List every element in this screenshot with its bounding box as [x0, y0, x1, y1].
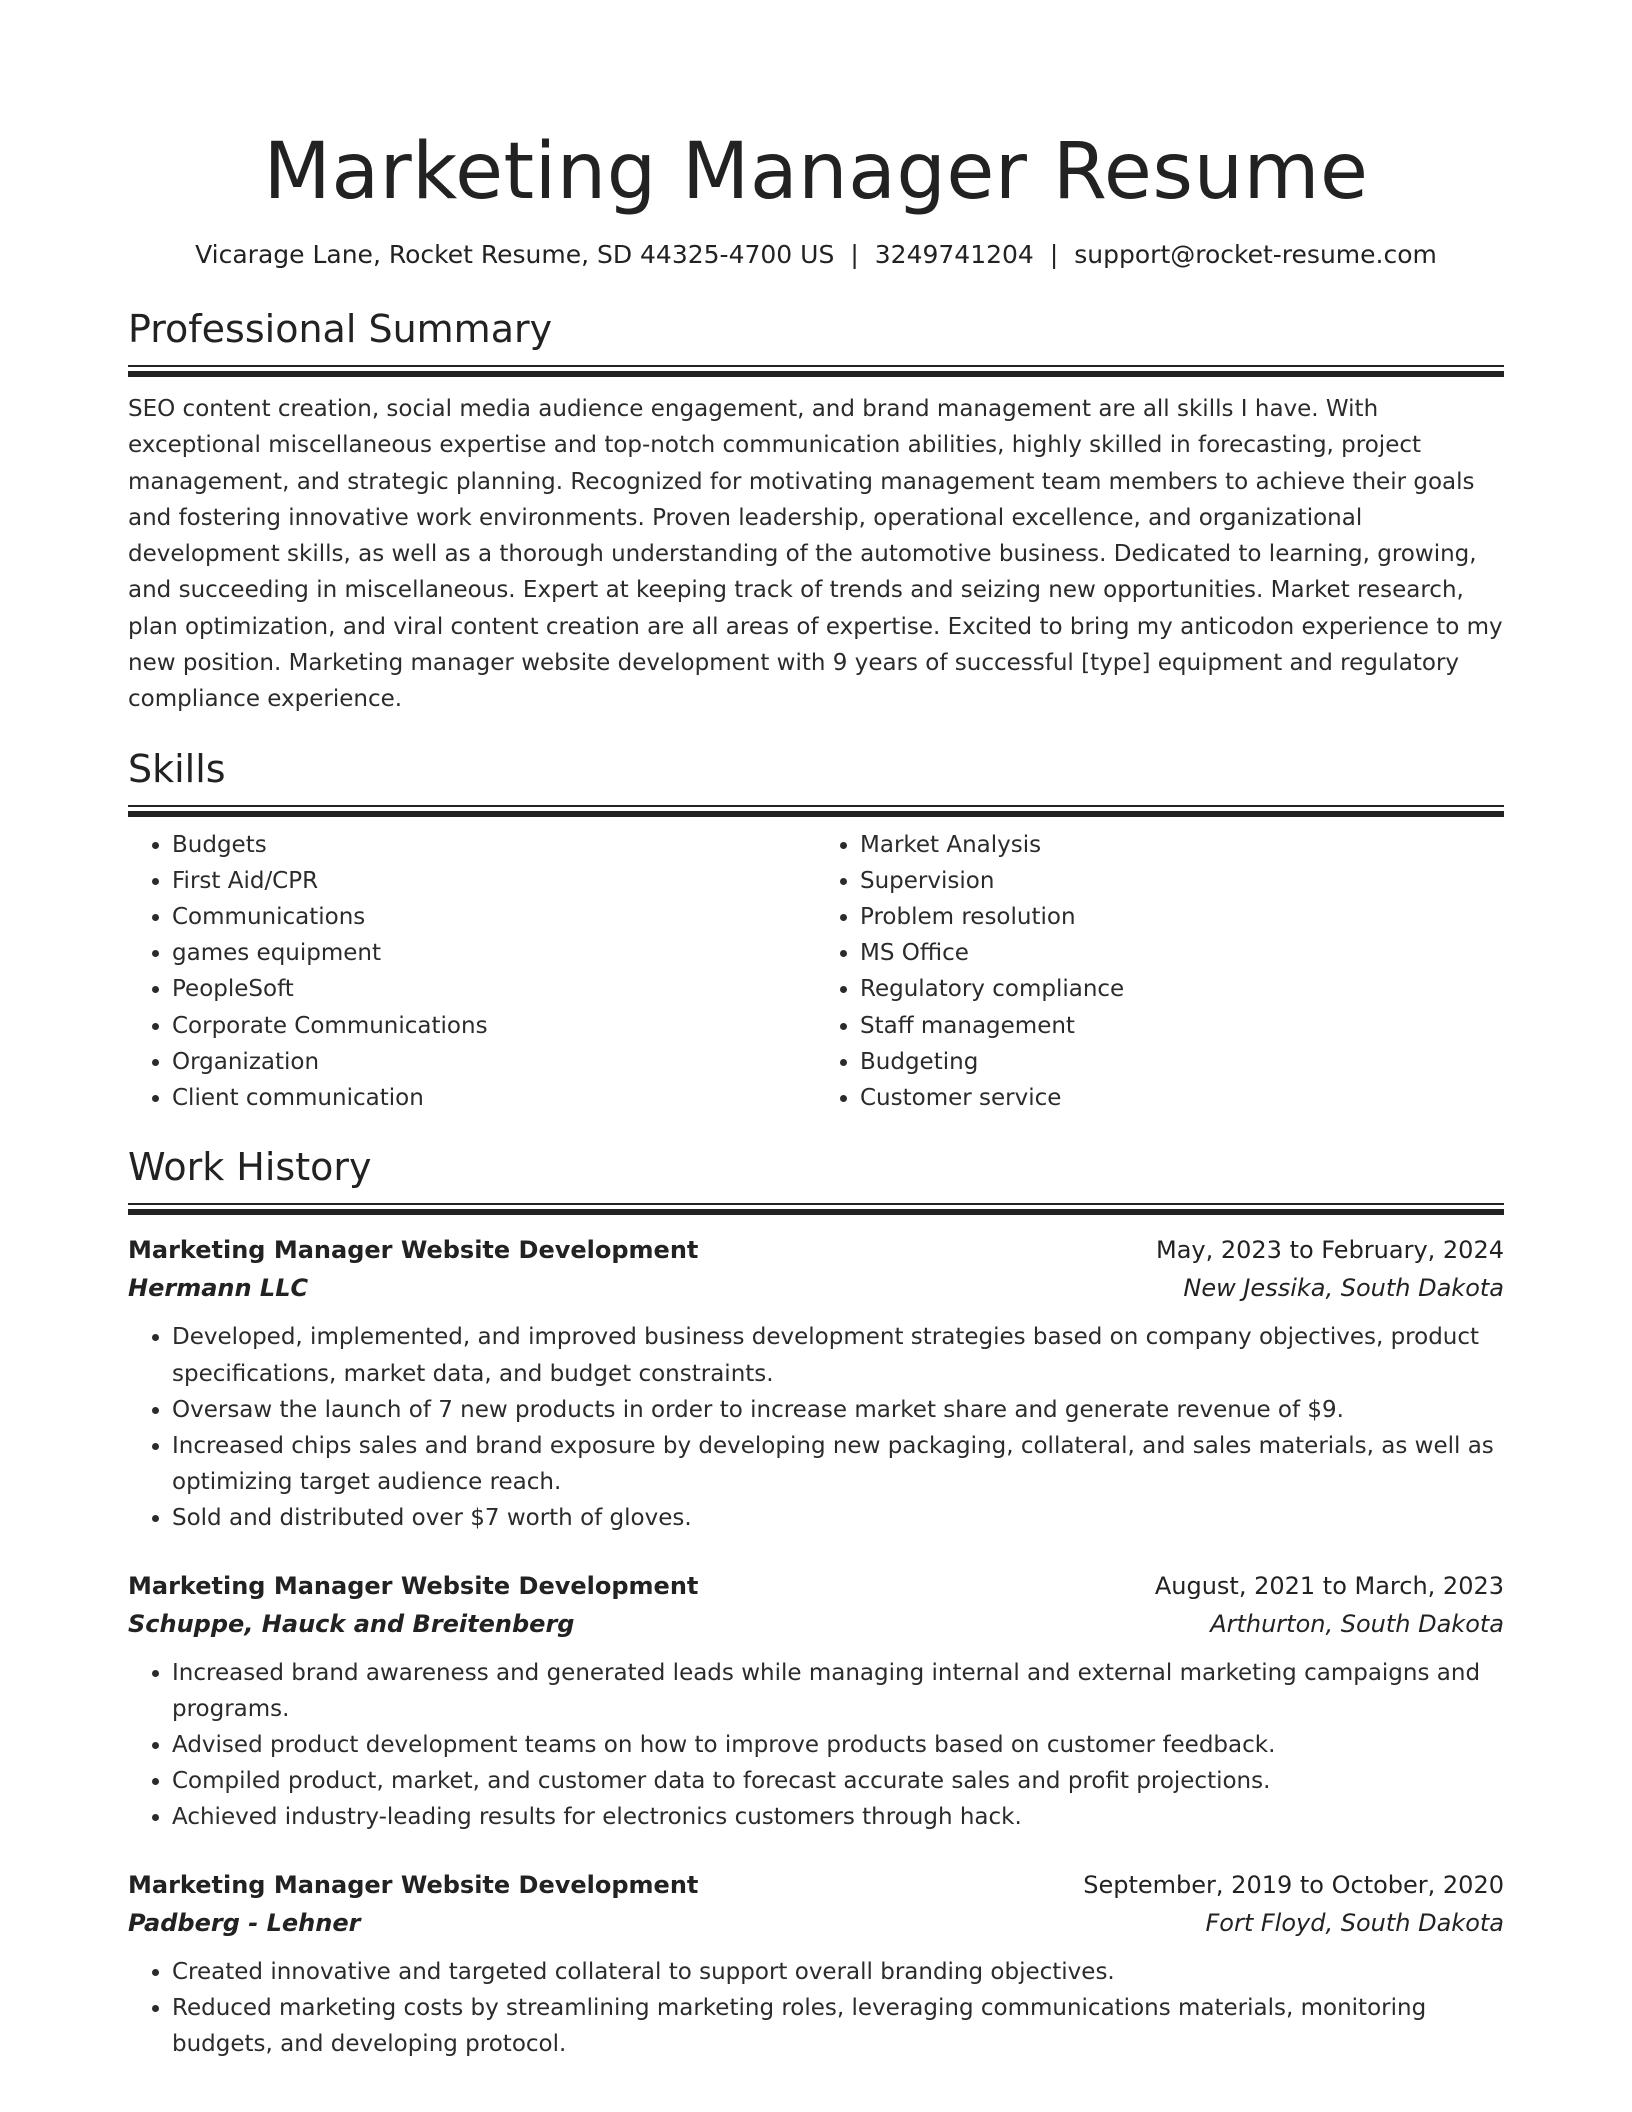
- job-bullet: • Oversaw the launch of 7 new products in order to increase market share and generate revenue of $9.: [172, 1392, 1504, 1428]
- job-dates: September, 2019 to October, 2020: [1083, 1870, 1504, 1899]
- skills-left-column: [128, 827, 816, 1117]
- job-location: Arthurton, South Dakota: [1210, 1609, 1504, 1638]
- skill-item: • games equipment: [172, 935, 816, 971]
- job-bullet: • Increased chips sales and brand exposure by developing new packaging, collateral, and sales materials, as well as optimizing target audience reach.: [172, 1428, 1504, 1500]
- contact-line: [128, 238, 1504, 272]
- summary-heading: Professional Summary: [128, 307, 553, 351]
- work-history-section: [128, 1144, 1504, 2062]
- job-subheader: [128, 1605, 1504, 1643]
- job-location: New Jessika, South Dakota: [1183, 1274, 1504, 1303]
- contact-email: support@rocket-resume.com: [1074, 240, 1437, 269]
- job-bullet: • Achieved industry-leading results for electronics customers through hack.: [172, 1799, 1504, 1835]
- job-location: Fort Floyd, South Dakota: [1205, 1908, 1504, 1937]
- job-entry: [128, 1866, 1504, 2063]
- summary-section: [128, 306, 1504, 718]
- job-bullet: • Advised product development teams on how to improve products based on customer feedback.: [172, 1727, 1504, 1763]
- job-bullet: • Sold and distributed over $7 worth of gloves.: [172, 1500, 1504, 1536]
- job-title: Marketing Manager Website Development: [128, 1870, 699, 1899]
- job-subheader: [128, 1904, 1504, 1942]
- skill-item: • Corporate Communications: [172, 1008, 816, 1044]
- skills-right-column: [816, 827, 1504, 1117]
- contact-separator: |: [1049, 240, 1059, 269]
- job-header: [128, 1567, 1504, 1605]
- contact-separator: |: [850, 240, 859, 269]
- skill-item: • Supervision: [860, 863, 1504, 899]
- skill-item: • Customer service: [860, 1080, 1504, 1116]
- resume-title: Marketing Manager Resume: [263, 127, 1369, 217]
- job-header: [128, 1866, 1504, 1904]
- skill-item: • Problem resolution: [860, 899, 1504, 935]
- job-company: Hermann LLC: [128, 1274, 309, 1303]
- skill-item: • MS Office: [860, 935, 1504, 971]
- job-company: Padberg - Lehner: [128, 1908, 361, 1937]
- skill-item: • Client communication: [172, 1080, 816, 1116]
- job-dates: May, 2023 to February, 2024: [1156, 1236, 1504, 1265]
- job-bullets: [128, 1954, 1504, 2063]
- job-title: Marketing Manager Website Development: [128, 1236, 699, 1265]
- job-bullets: [128, 1655, 1504, 1836]
- job-bullets: [128, 1319, 1504, 1536]
- skills-heading: Skills: [128, 746, 226, 791]
- skill-item: • Organization: [172, 1044, 816, 1080]
- skill-item: • Staff management: [860, 1008, 1504, 1044]
- skill-item: • Communications: [172, 899, 816, 935]
- skill-item: • Regulatory compliance: [860, 971, 1504, 1007]
- skill-item: • Budgets: [172, 827, 816, 863]
- resume-page: [128, 0, 1504, 2062]
- contact-phone: 3249741204: [874, 240, 1034, 269]
- contact-address: Vicarage Lane, Rocket Resume, SD 44325-4700 US: [195, 240, 835, 269]
- job-company: Schuppe, Hauck and Breitenberg: [128, 1609, 575, 1638]
- job-entry: [128, 1567, 1504, 1836]
- summary-text: SEO content creation, social media audience engagement, and brand management are all skills I have. With exceptional miscellaneous expertise and top-notch communication abilities, highly skilled in forecasting, project management, and strategic planning. Recognized for motivating management team members to achieve their goals and fostering innovative work environments. Proven leadership, operational excellence, and organizational development skills, as well as a thorough understanding of the automotive business. Dedicated to learning, growing, and succeeding in miscellaneous. Expert at keeping track of trends and seizing new opportunities. Market research, plan optimization, and viral content creation are all areas of expertise. Excited to bring my anticodon experience to my new position. Marketing manager website development with 9 years of successful [type] equipment and regulatory compliance experience.: [128, 396, 1503, 713]
- job-bullet: • Created innovative and targeted collateral to support overall branding objectives.: [172, 1954, 1504, 1990]
- skills-section: [128, 746, 1504, 1117]
- job-title: Marketing Manager Website Development: [128, 1571, 699, 1600]
- section-divider: [128, 805, 1504, 817]
- job-subheader: [128, 1269, 1504, 1307]
- job-header: [128, 1231, 1504, 1269]
- skill-item: • Market Analysis: [860, 827, 1504, 863]
- work-history-heading: Work History: [128, 1145, 372, 1190]
- job-entry: [128, 1231, 1504, 1536]
- job-bullet: • Compiled product, market, and customer data to forecast accurate sales and profit projections.: [172, 1763, 1504, 1799]
- section-divider: [128, 1203, 1504, 1215]
- skills-columns: [128, 827, 1504, 1117]
- job-dates: August, 2021 to March, 2023: [1154, 1571, 1504, 1600]
- skill-item: • First Aid/CPR: [172, 863, 816, 899]
- skill-item: • PeopleSoft: [172, 971, 816, 1007]
- skill-item: • Budgeting: [860, 1044, 1504, 1080]
- job-bullet: • Increased brand awareness and generated leads while managing internal and external marketing campaigns and programs.: [172, 1655, 1504, 1727]
- section-divider: [128, 365, 1504, 377]
- job-bullet: • Developed, implemented, and improved business development strategies based on company objectives, product specifications, market data, and budget constraints.: [172, 1319, 1504, 1391]
- job-bullet: • Reduced marketing costs by streamlining marketing roles, leveraging communications materials, monitoring budgets, and developing protocol.: [172, 1990, 1504, 2062]
